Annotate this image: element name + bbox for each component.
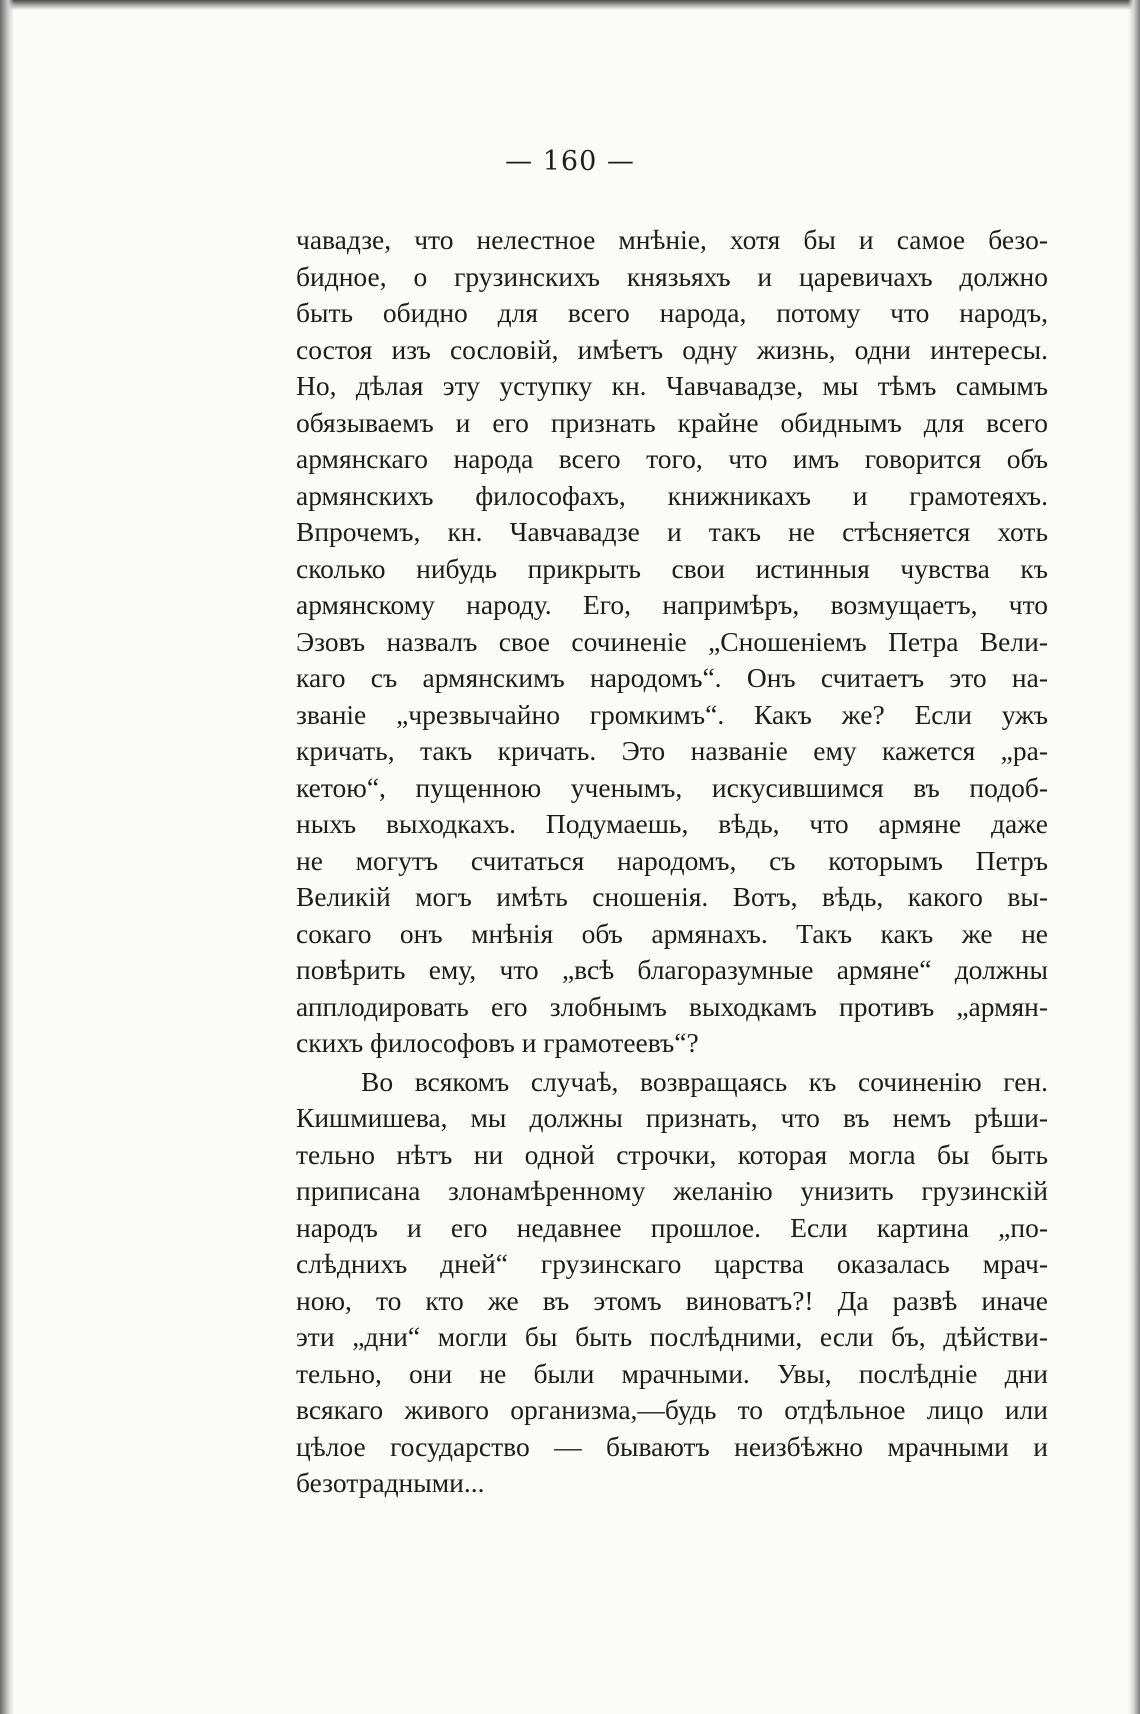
text-line: тельно, они не были мрачными. Увы, послѣдніе дни: [296, 1357, 1048, 1389]
text-line: сокаго онъ мнѣнія объ армянахъ. Такъ какъ же не: [296, 917, 1048, 949]
text-line: приписана злонамѣренному желанію унизить грузинскій: [296, 1175, 1048, 1206]
text-line: тельно нѣтъ ни одной строчки, которая могла бы быть: [296, 1138, 1048, 1170]
text-line: чавадзе, что нелестное мнѣніе, хотя бы и самое безо-: [296, 224, 1048, 255]
text-line: эти „дни“ могли бы быть послѣдними, если бъ, дѣйстви-: [296, 1321, 1048, 1352]
text-line: апплодировать его злобнымъ выходкамъ противъ „армян-: [296, 990, 1048, 1022]
text-line: цѣлое государство — бываютъ неизбѣжно мрачными и: [296, 1430, 1048, 1462]
text-line: всякаго живого организма,—будь то отдѣльное лицо или: [296, 1394, 1048, 1425]
text-line: Впрочемъ, кн. Чавчавадзе и такъ не стѣсняется хоть: [296, 516, 1048, 547]
text-line: кричать, такъ кричать. Это названіе ему кажется „ра-: [296, 735, 1048, 766]
text-line: повѣрить ему, что „всѣ благоразумные армяне“ должны: [296, 954, 1048, 985]
text-line: быть обидно для всего народа, потому что народъ,: [296, 297, 1048, 328]
text-line: не могутъ считаться народомъ, съ которымъ Петръ: [296, 844, 1048, 876]
text-line: народъ и его недавнее прошлое. Если картина „по-: [296, 1211, 1048, 1243]
text-line: кетою“, пущенною ученымъ, искусившимся въ подоб-: [296, 771, 1048, 803]
scan-shadow-left: [0, 0, 14, 1714]
text-line: бидное, о грузинскихъ князьяхъ и царевичахъ должно: [296, 260, 1048, 292]
text-line: обязываемъ и его признать крайне обиднымъ для всего: [296, 406, 1048, 438]
body-text: [296, 222, 1048, 1502]
text-line: званіе „чрезвычайно громкимъ“. Какъ же? Если ужъ: [296, 698, 1048, 730]
text-line: безотрадными...: [296, 1467, 485, 1498]
page-number: — 160 —: [505, 146, 635, 177]
text-line: сколько нибудь прикрыть свои истинныя чувства къ: [296, 552, 1048, 584]
text-line: Кишмишева, мы должны признать, что въ немъ рѣши-: [296, 1102, 1048, 1133]
text-line: армянскихъ философахъ, книжникахъ и грамотеяхъ.: [296, 479, 1048, 511]
text-line: Но, дѣлая эту уступку кн. Чавчавадзе, мы тѣмъ самымъ: [296, 370, 1048, 401]
text-line: армянскому народу. Его, напримѣръ, возмущаетъ, что: [296, 589, 1048, 620]
text-line: каго съ армянскимъ народомъ“. Онъ считаетъ это на-: [296, 662, 1048, 693]
text-line: скихъ философовъ и грамотеевъ“?: [296, 1027, 699, 1058]
text-line: ною, то кто же въ этомъ виноватъ?! Да развѣ иначе: [296, 1284, 1048, 1316]
text-line: Великій могъ имѣть сношенія. Вотъ, вѣдь, какого вы-: [296, 881, 1048, 912]
text-line: Во всякомъ случаѣ, возвращаясь къ сочиненію ген.: [361, 1065, 1048, 1097]
scan-shadow-right: [1128, 0, 1140, 1714]
paragraph-1: [296, 222, 1048, 1062]
text-line: армянскаго народа всего того, что имъ говорится объ: [296, 443, 1048, 474]
text-line: Эзовъ назвалъ свое сочиненіе „Сношеніемъ Петра Вели-: [296, 625, 1048, 657]
scan-shadow-top: [0, 0, 1140, 10]
text-line: слѣднихъ дней“ грузинскаго царства оказалась мрач-: [296, 1248, 1048, 1279]
text-line: ныхъ выходкахъ. Подумаешь, вѣдь, что армяне даже: [296, 808, 1048, 839]
paragraph-2: [296, 1064, 1048, 1502]
text-line: состоя изъ сословій, имѣетъ одну жизнь, одни интересы.: [296, 333, 1048, 365]
